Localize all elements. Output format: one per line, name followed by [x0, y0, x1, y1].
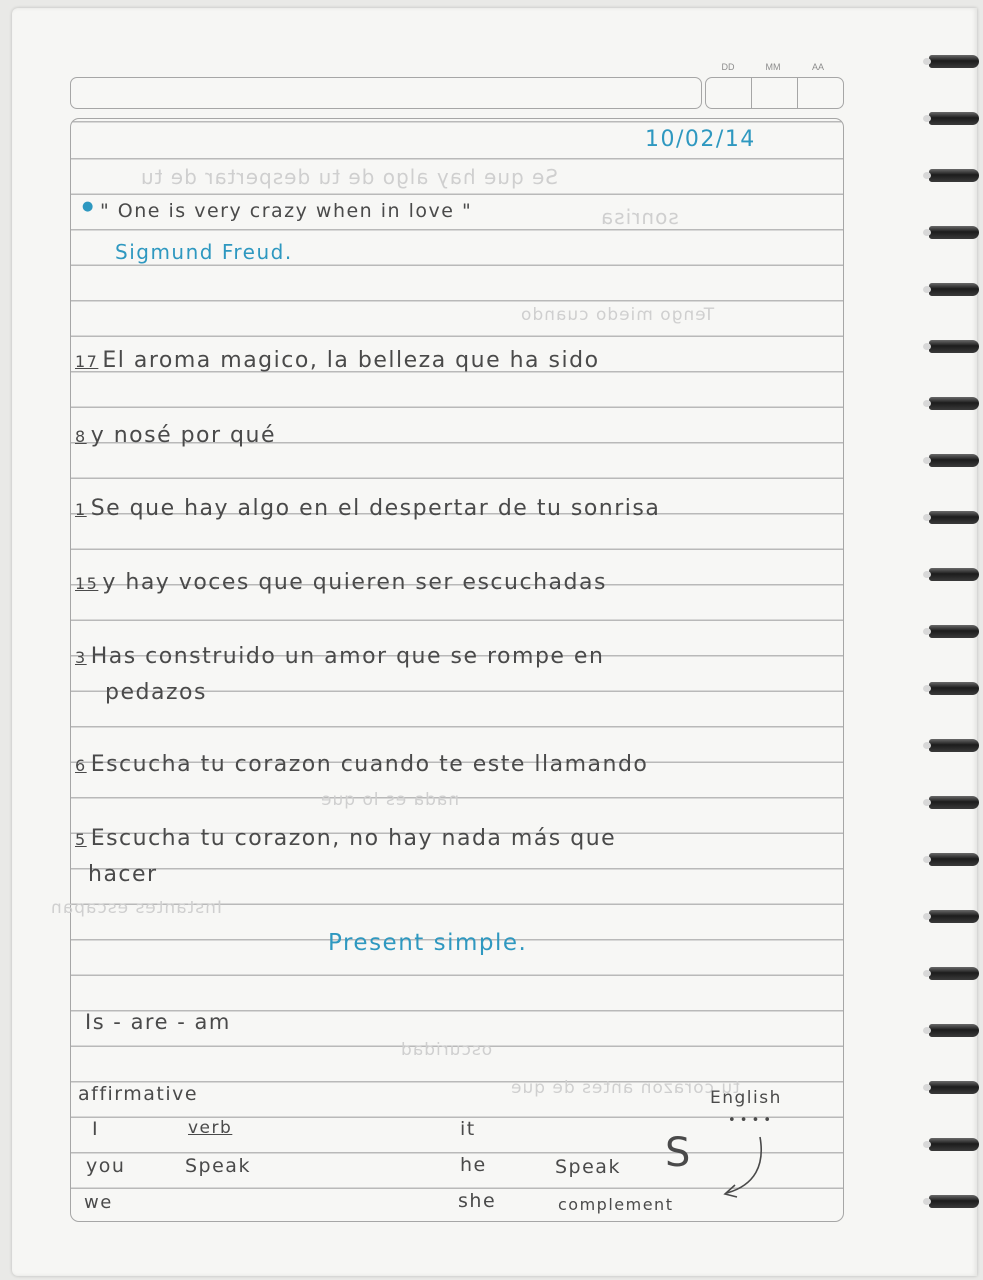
- poem-line: [75, 570, 607, 595]
- line-number: 6: [75, 756, 87, 775]
- poem-line: [75, 423, 276, 448]
- poem-line: [105, 680, 207, 705]
- line-text: hacer: [88, 862, 158, 887]
- binding-ring: [929, 1024, 979, 1037]
- line-text: pedazos: [105, 680, 207, 705]
- binding-ring: [929, 1081, 979, 1094]
- entry-date: 10/02/14: [645, 127, 756, 152]
- line-number: 5: [75, 830, 87, 849]
- quote-text: " One is very crazy when in love ": [100, 200, 473, 222]
- line-text: Escucha tu corazon cuando te este llamando: [90, 752, 649, 777]
- day-label: DD: [721, 62, 735, 72]
- binding-ring: [929, 568, 979, 581]
- binding-ring: [929, 340, 979, 353]
- bleed-through-text: tu corazon antes de que: [510, 1078, 740, 1098]
- poem-line: [75, 752, 648, 777]
- binding-ring: [929, 55, 979, 68]
- line-number: 17: [75, 352, 99, 371]
- verb-label: verb: [188, 1118, 233, 1138]
- title-field: [70, 77, 702, 109]
- pronoun-it: it: [460, 1118, 476, 1140]
- binding-ring: [929, 454, 979, 467]
- binding-ring: [929, 739, 979, 752]
- line-text: y nosé por qué: [90, 423, 276, 448]
- pronoun-he: he: [460, 1154, 487, 1176]
- bleed-through-text: Tengo miedo cuando: [520, 305, 715, 325]
- binding-ring: [929, 283, 979, 296]
- line-number: 3: [75, 648, 87, 667]
- bleed-through-text: oscuridad: [400, 1040, 493, 1060]
- binding-ring: [929, 397, 979, 410]
- binding-ring: [929, 169, 979, 182]
- quote-author: Sigmund Freud.: [115, 240, 293, 264]
- binding-ring: [929, 226, 979, 239]
- poem-line: [75, 644, 604, 669]
- year-cell: [798, 78, 843, 108]
- month-cell: [752, 78, 798, 108]
- pronoun-you: you: [86, 1155, 126, 1177]
- line-number: 8: [75, 427, 87, 446]
- line-text: Has construido un amor que se rompe en: [90, 644, 605, 669]
- english-note: English: [710, 1088, 782, 1108]
- section-heading: Present simple.: [328, 930, 528, 956]
- bleed-through-text: Se que hay algo de tu despertar de tu: [140, 165, 559, 189]
- binding-ring: [929, 796, 979, 809]
- bullet-icon: ●: [82, 199, 95, 214]
- binding-ring: [929, 853, 979, 866]
- complement-note: complement: [558, 1195, 674, 1214]
- day-cell: [706, 78, 752, 108]
- binding-ring: [929, 1195, 979, 1208]
- line-number: 15: [75, 574, 99, 593]
- poem-line: [75, 826, 616, 851]
- binding-ring: [929, 1138, 979, 1151]
- line-number: 1: [75, 500, 87, 519]
- spiral-binding: [929, 40, 983, 1260]
- binding-ring: [929, 112, 979, 125]
- poem-line: [88, 862, 158, 887]
- year-label: AA: [811, 62, 824, 72]
- pronoun-we: we: [84, 1192, 113, 1213]
- verbs-to-be: Is - are - am: [85, 1010, 231, 1034]
- binding-ring: [929, 625, 979, 638]
- dots-note: • • • •: [728, 1113, 772, 1128]
- verb-speak: Speak: [185, 1155, 251, 1177]
- binding-ring: [929, 967, 979, 980]
- date-field: [705, 77, 844, 109]
- affirmative-label: affirmative: [78, 1083, 199, 1105]
- poem-line: [75, 496, 660, 521]
- bleed-through-text: Instantes escapan: [50, 898, 222, 918]
- pronoun-she: she: [458, 1190, 497, 1212]
- binding-ring: [929, 511, 979, 524]
- bleed-through-text: sonrisa: [600, 205, 679, 229]
- poem-line: [75, 348, 600, 373]
- verb-speak-s: Speak: [555, 1156, 621, 1178]
- s-ending: S: [665, 1130, 691, 1176]
- binding-ring: [929, 682, 979, 695]
- arrow-icon: [715, 1135, 775, 1205]
- line-text: El aroma magico, la belleza que ha sido: [102, 348, 600, 373]
- line-text: Se que hay algo en el despertar de tu sonrisa: [90, 496, 661, 521]
- pronoun-i: I: [92, 1118, 100, 1140]
- line-text: y hay voces que quieren ser escuchadas: [102, 570, 607, 595]
- binding-ring: [929, 910, 979, 923]
- month-label: MM: [765, 62, 781, 72]
- line-text: Escucha tu corazon, no hay nada más que: [90, 826, 617, 851]
- bleed-through-text: nada es lo que: [320, 790, 460, 810]
